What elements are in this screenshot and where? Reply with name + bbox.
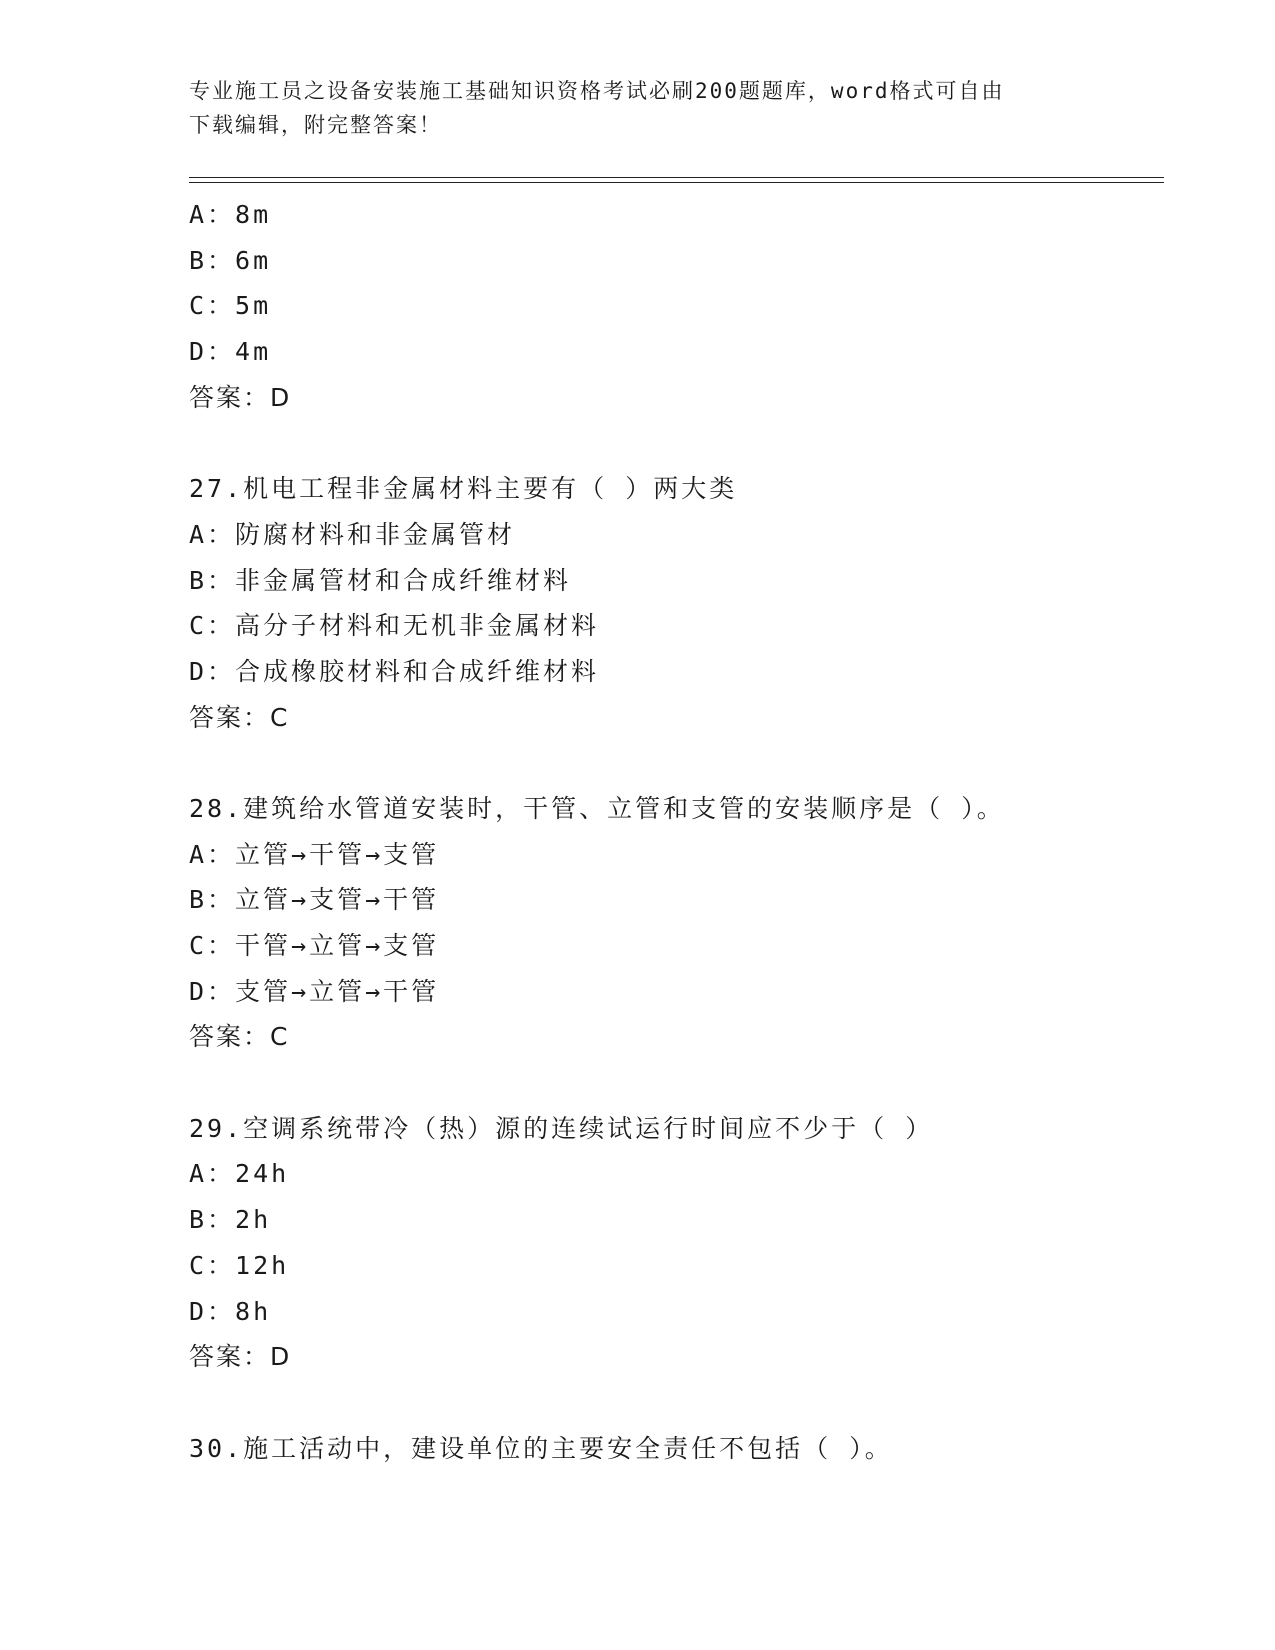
option-c: C：5m: [189, 291, 272, 321]
block-spacer: [189, 740, 1169, 786]
option-b: B：非金属管材和合成纤维材料: [189, 565, 572, 595]
option-a: A：24h: [189, 1159, 290, 1189]
question-block: [189, 1426, 1169, 1472]
option-b: B：立管→支管→干管: [189, 885, 440, 915]
option-d: D：合成橡胶材料和合成纤维材料: [189, 656, 600, 686]
option-c: C：高分子材料和无机非金属材料: [189, 611, 600, 641]
header-line-2: 下载编辑，附完整答案！: [189, 113, 442, 137]
option-d: D：8h: [189, 1296, 272, 1326]
option-d: D：支管→立管→干管: [189, 976, 440, 1006]
question-text: 28.建筑给水管道安装时，干管、立管和支管的安装顺序是（ ）。: [189, 793, 1005, 823]
question-block: [189, 1106, 1169, 1380]
header-rule-bottom: [189, 182, 1164, 183]
block-spacer: [189, 1380, 1169, 1426]
question-text: 30.施工活动中，建设单位的主要安全责任不包括（ ）。: [189, 1433, 893, 1463]
answer-line: 答案：C: [189, 1022, 290, 1052]
option-a: A：防腐材料和非金属管材: [189, 519, 516, 549]
block-spacer: [189, 1060, 1169, 1106]
question-block: [189, 192, 1169, 420]
document-header: [189, 74, 1089, 142]
question-text: 29.空调系统带冷（热）源的连续试运行时间应不少于（ ）: [189, 1113, 934, 1143]
answer-line: 答案：D: [189, 382, 292, 412]
option-a: A：立管→干管→支管: [189, 839, 440, 869]
option-b: B：2h: [189, 1205, 272, 1235]
option-c: C：干管→立管→支管: [189, 931, 440, 960]
question-list: [189, 192, 1169, 1471]
question-block: [189, 786, 1169, 1060]
header-line-1: 专业施工员之设备安装施工基础知识资格考试必刷200题题库，word格式可自由: [189, 79, 1005, 103]
answer-line: 答案：D: [189, 1342, 292, 1372]
header-rule-top: [189, 177, 1164, 178]
option-b: B：6m: [189, 245, 272, 275]
option-d: D：4m: [189, 337, 272, 367]
option-c: C：12h: [189, 1250, 290, 1280]
question-block: [189, 466, 1169, 740]
block-spacer: [189, 420, 1169, 466]
question-text: 27.机电工程非金属材料主要有（ ）两大类: [189, 474, 738, 504]
option-a: A：8m: [189, 200, 272, 229]
answer-line: 答案：C: [189, 702, 290, 732]
